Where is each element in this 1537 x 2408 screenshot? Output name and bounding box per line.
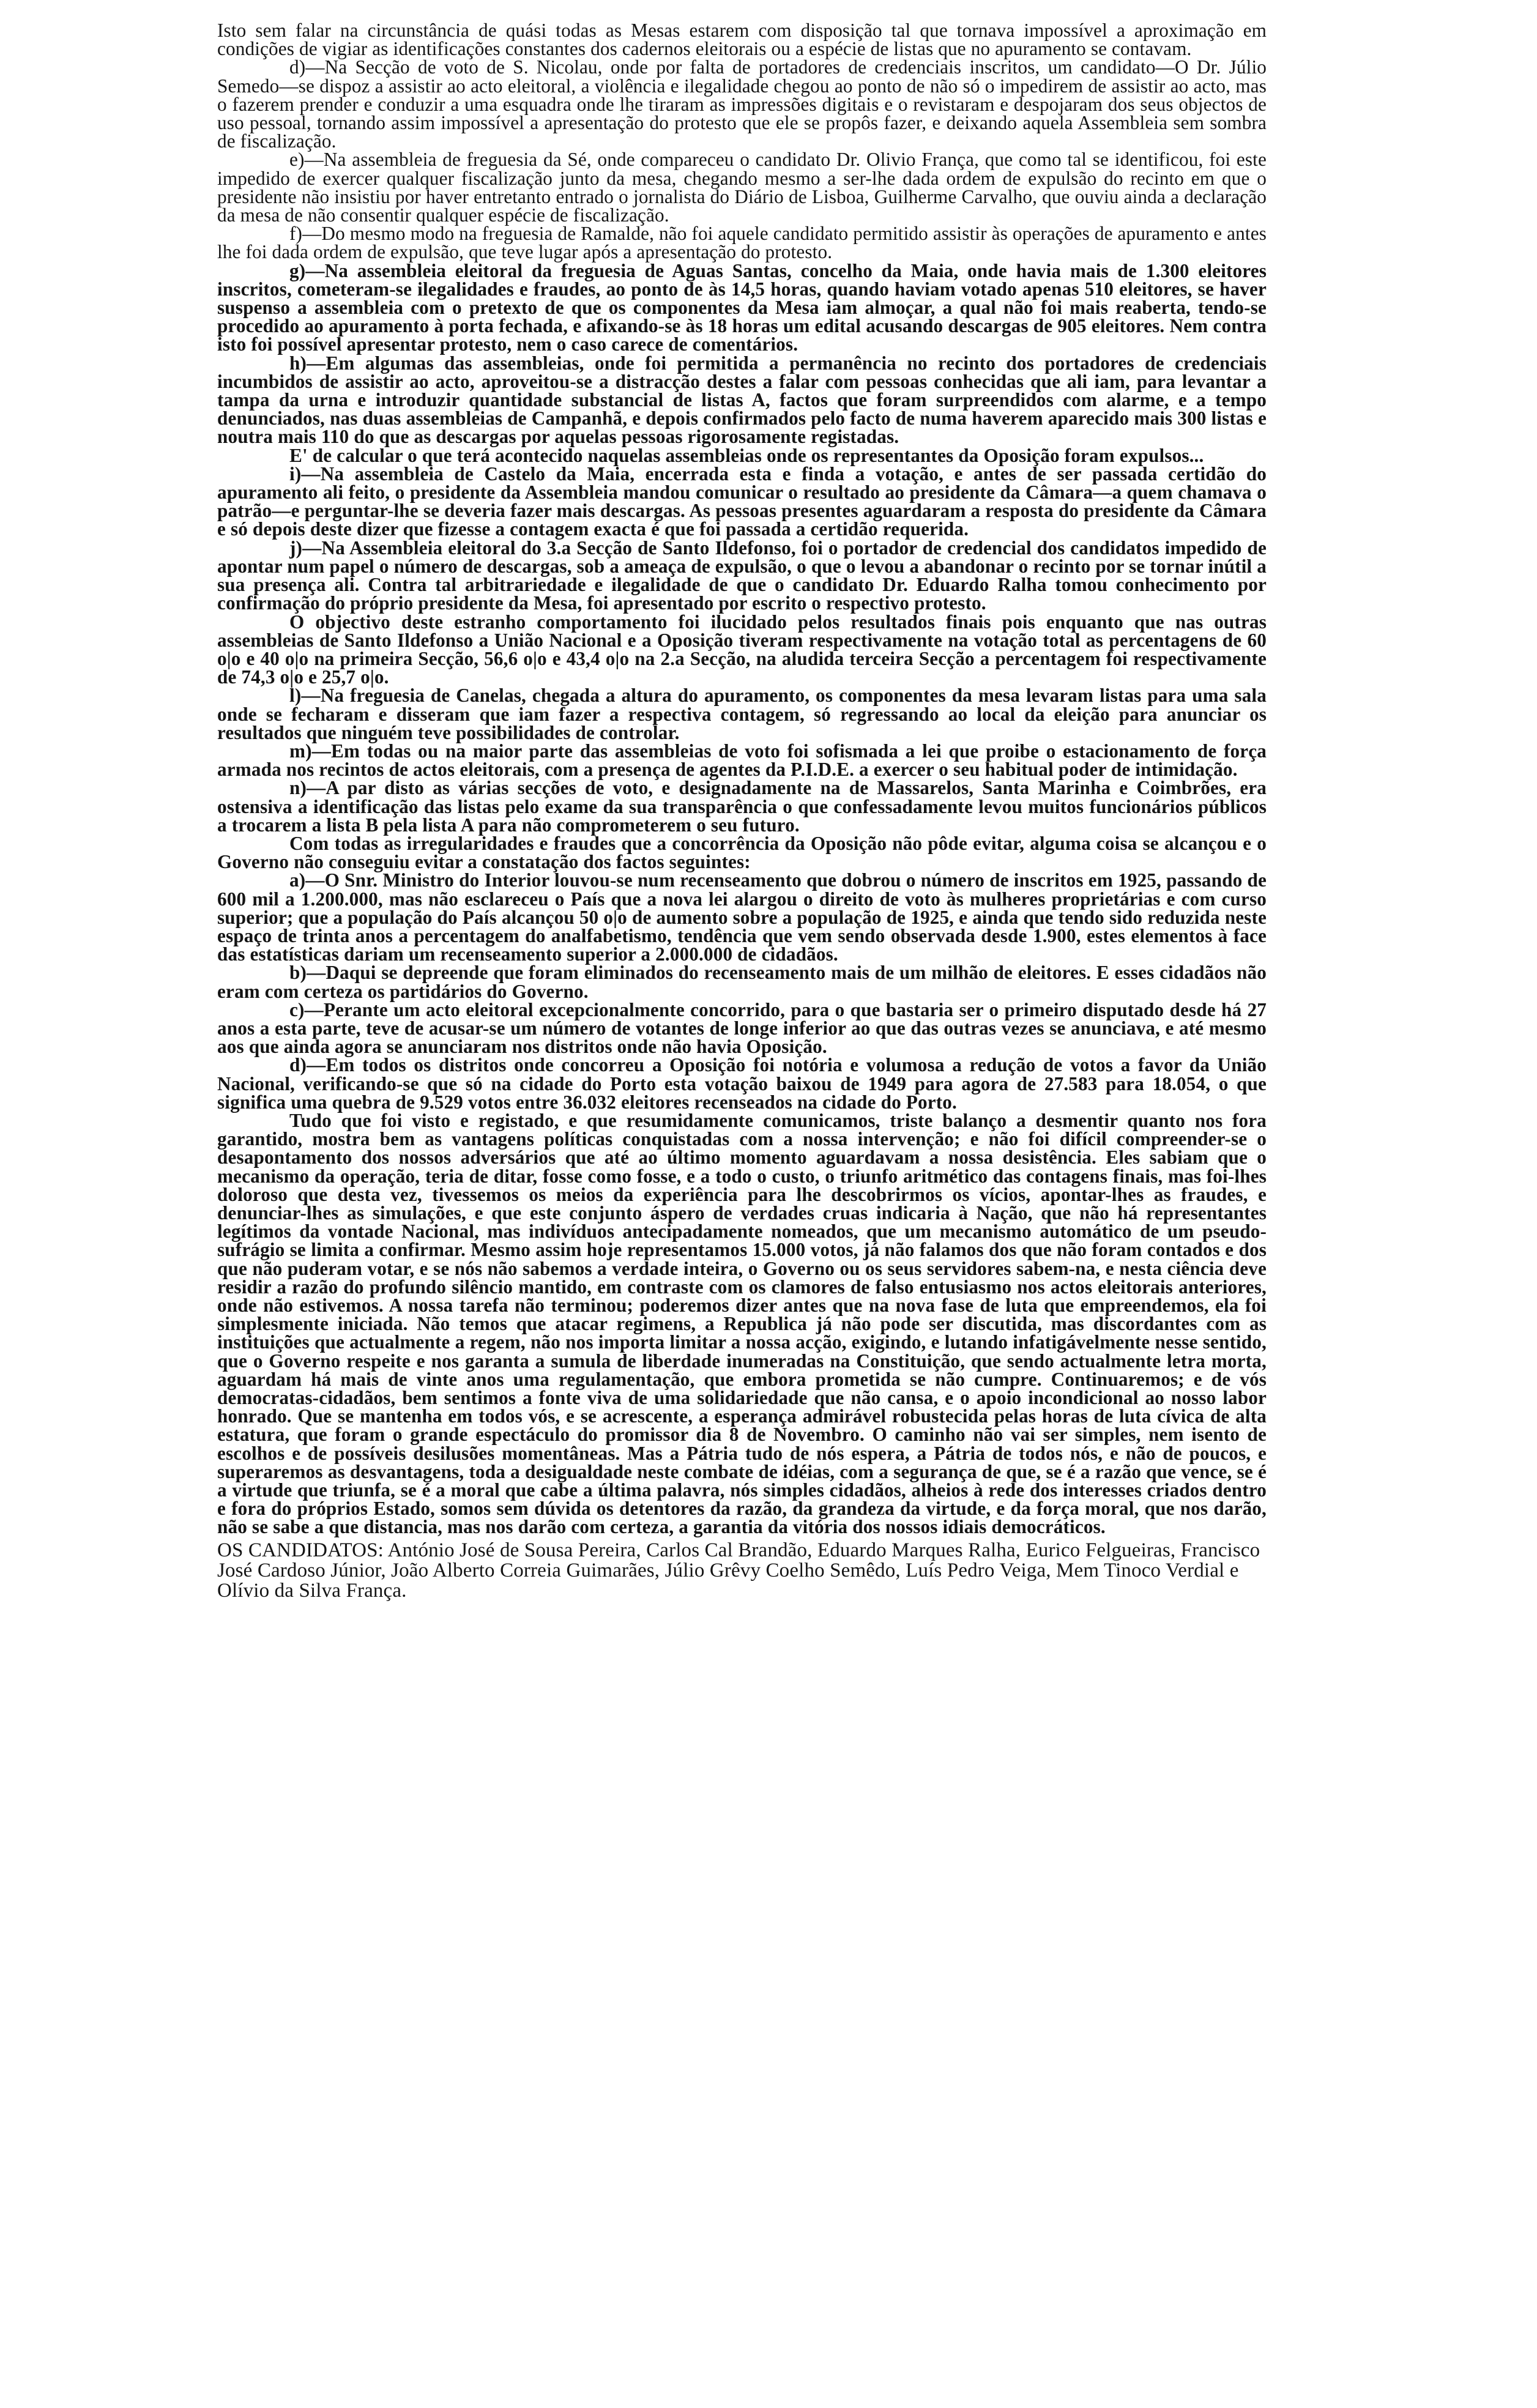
paragraph-g-aguas-santas: g)—Na assembleia eleitoral da freguesia de Aguas Santas, concelho da Maia, onde havia mais de 1.300 eleitores inscritos, cometeram-se ilegalidades e fraudes, ao ponto de às 14,5 horas, quando haviam votado apenas 510 eleitores, se haver suspenso a assembleia com o pretexto de que os componentes da Mesa iam almoçar, a qual não foi mais reaberta, tendo-se procedido ao apuramento à porta fechada, e afixando-se às 18 horas um edital acusando descargas de 905 eleitores. Nem contra isto foi possível apresentar protesto, nem o caso carece de comentários. [217,259,1267,355]
paragraph-j-santo-ildefonso: j)—Na Assembleia eleitoral do 3.a Secção de Santo Ildefonso, foi o portador de credencial dos candidatos impedido de apontar num papel o número de descargas, sob a ameaça de expulsão, o que o levou a abandonar o recinto por se tornar inútil a sua presença ali. Contra tal arbitrariedade e ilegalidade de que o candidato Dr. Eduardo Ralha tomou conhecimento por confirmação do próprio presidente da Mesa, foi apresentado por escrito o respectivo protesto. [217,537,1267,614]
paragraph-c-votantes: c)—Perante um acto eleitoral excepcionalmente concorrido, para o que bastaria ser o primeiro disputado desde há 27 anos a esta parte, teve de acusar-se um número de votantes de longe inferior ao que das outras vezes se anunciava, e até mesmo aos que ainda agora se anunciaram nos distritos onde não havia Oposição. [217,998,1267,1058]
candidates-names: António José de Sousa Pereira, Carlos Cal Brandão, Eduardo Marques Ralha, Eurico Felgueiras, Francisco José Cardoso Júnior, João Alberto Correia Guimarães, Júlio Grêvy Coelho Semêdo, Luís Pedro Veiga, Mem Tinoco Verdial e Olívio da Silva França. [217,1539,1260,1602]
paragraph-expulsos: E' de calcular o que terá acontecido naquelas assembleias onde os representantes da Oposição foram expulsos... [289,444,1204,466]
paragraph-conclusao: Tudo que foi visto e registado, e que resumidamente comunicamos, triste balanço a desmentir quanto nos fora garantido, mostra bem as vantagens políticas conquistadas com a nossa intervenção; e não foi difícil compreender-se o desapontamento dos nossos adversários que até ao último momento aguardavam a nossa desistência. Eles sabiam que o mecanismo da operação, teria de ditar, fosse como fosse, e a todo o custo, o triunfo aritmético das contagens finais, mas foi-lhes doloroso que desta vez, tivessemos os meios da experiência para lhe descobrirmos os vícios, apontar-lhes as fraudes, e denunciar-lhes as simulações, e que este conjunto áspero de verdades cruas indicaria à Nação, que não há representantes legítimos da vontade Nacional, mas indivíduos antecipadamente nomeados, que um mecanismo automático de um pseudo-sufrágio se limita a confirmar. Mesmo assim hoje representamos 15.000 votos, já não falamos dos que não foram contados e dos que não puderam votar, e se nós não sabemos a verdade inteira, o Governo ou os seus servidores sabem-na, e nesta ciência deve residir a razão do profundo silêncio mantido, em contraste com os clamores de falso entusiasmo nos actos eleitorais anteriores, onde não estivemos. A nossa tarefa não terminou; poderemos dizer antes que na nova fase de luta que empreendemos, ela foi simplesmente iniciada. Não temos que atacar regimens, a Republica já não pode ser discutida, mas discordantes com as instituições que actualmente a regem, não nos importa limitar a nossa acção, exigindo, e lutando infatigávelmente nesse sentido, que o Governo respeite e nos garanta a sumula de liberdade inumeradas na Constituição, que sendo actualmente letra morta, aguardam há mais de vinte anos uma regulamentação, que embora prometida se não cumpre. Continuaremos; e de vós democratas-cidadãos, bem sentimos a fonte viva de uma solidariedade que não cansa, e o apoio incondicional ao nosso labor honrado. Que se mantenha em todos vós, e se acrescente, a esperança admirável robustecida pelas horas de luta cívica de alta estatura, que foram o grande espectáculo do promissor dia 8 de Novembro. O caminho não vai ser simples, nem isento de escolhos e de possíveis desilusões momentâneas. Mas a Pátria tudo de nós espera, a Pátria de todos nós, e não de poucos, e superaremos as desvantagens, toda a desigualdade neste combate de idéias, com a segurança de que, se é a razão que vence, se é a virtude que triunfa, se é a moral que cabe a última palavra, nós simples cidadãos, alheios à rede dos interesses criados dentro e fora do próprios Estado, somos sem dúvida os detentores da razão, da grandeza da virtude, e da força moral, que nos darão, não se sabe a que distancia, mas nos darão com certeza, a garantia da vitória dos nossos idiais democráticos. [217,1109,1267,1538]
paragraph-n-massarelos: n)—A par disto as várias secções de voto, e designadamente na de Massarelos, Santa Marinha e Coimbrões, era ostensiva a identificação das listas pelo exame da sua transparência o que confessadamente levou muitos funcionários públicos a trocarem a lista B pela lista A para não comprometerem o seu futuro. [217,777,1267,836]
candidates-section [217,1540,1267,1601]
paragraph-objectivo: O objectivo deste estranho comportamento foi ilucidado pelos resultados finais pois enquanto que nas outras assembleias de Santo Ildefonso a União Nacional e a Oposição tiveram respectivamente na votação total as percentagens de 60 o|o e 40 o|o na primeira Secção, 56,6 o|o e 43,4 o|o na 2.a Secção, na aludida terceira Secção a percentagem foi respectivamente de 74,3 o|o e 25,7 o|o. [217,611,1267,688]
paragraph-m-pide: m)—Em todas ou na maior parte das assembleias de voto foi sofismada a lei que proibe o estacionamento de força armada nos recintos de actos eleitorais, com a presença de agentes da P.I.D.E. a exercer o seu habitual poder de intimidação. [217,740,1267,781]
paragraph-b-eliminados: b)—Daqui se depreende que foram eliminados do recenseamento mais de um milhão de eleitores. E esses cidadãos não eram com certeza os partidários do Governo. [217,962,1267,1002]
paragraph-d-sao-nicolau: d)—Na Secção de voto de S. Nicolau, onde por falta de portadores de credenciais inscritos, um candidato—O Dr. Júlio Semedo—se dispoz a assistir ao acto eleitoral, a violência e ilegalidade chegou ao ponto de não só o impedirem de assistir ao acto, mas o fazerem prender e conduzir a uma esquadra onde lhe tiraram as impressões digitais e o revistaram e despojaram dos seus objectos de uso pessoal, tornando assim impossível a apresentação do protesto que ele se propôs fazer, e deixando aquela Assembleia sem sombra de fiscalização. [217,56,1267,152]
paragraph-f-ramalde: f)—Do mesmo modo na freguesia de Ramalde, não foi aquele candidato permitido assistir às operações de apuramento e antes lhe foi dada ordem de expulsão, que teve lugar após a apresentação do protesto. [217,223,1267,263]
paragraph-irregularidades: Com todas as irregularidades e fraudes que a concorrência da Oposição não pôde evitar, alguma coisa se alcançou e o Governo não conseguiu evitar a constatação dos factos seguintes: [217,832,1267,873]
candidates-line [217,1540,1267,1601]
document-page [217,21,1267,1601]
paragraph-intro: Isto sem falar na circunstância de quási todas as Mesas estarem com disposição tal que tornava impossível a aproximação em condições de vigiar as identificações constantes dos cadernos eleitorais ou a espécie de listas que no apuramento se contavam. [217,20,1267,60]
paragraph-d-porto: d)—Em todos os distritos onde concorreu a Oposição foi notória e volumosa a redução de votos a favor da União Nacional, verificando-se que só na cidade do Porto esta votação baixou de 1949 para agora de 27.583 para 18.054, o que significa uma quebra de 9.529 votos entre 36.032 eleitores recenseados na cidade do Porto. [217,1054,1267,1113]
candidates-label: OS CANDIDATOS: [217,1539,384,1561]
paragraph-h-campanha: h)—Em algumas das assembleias, onde foi permitida a permanência no recinto dos portadores de credenciais incumbidos de assistir ao acto, aproveitou-se a distracção destes a falar com pessoas conhecidas que ali iam, para levantar a tampa da urna e introduzir quantidade substancial de listas A, factos que foram surpreendidos com alarme, e a tempo denunciados, nas duas assembleias de Campanhã, e depois confirmados pelo facto de numa haverem aparecido mais 300 listas e noutra mais 110 do que as descargas por aquelas pessoas rigorosamente registadas. [217,352,1267,448]
paragraph-i-castelo-da-maia: i)—Na assembleia de Castelo da Maia, encerrada esta e finda a votação, e antes de ser passada certidão do apuramento ali feito, o presidente da Assembleia mandou comunicar o resultado ao presidente da Câmara—a quem chamava o patrão—e perguntar-lhe se deveria fazer mais descargas. As pessoas presentes aguardaram a resposta do presidente da Câmara e só depois deste dizer que fizesse a contagem exacta é que foi passada a certidão requerida. [217,463,1267,540]
paragraph-a-recenseamento: a)—O Snr. Ministro do Interior louvou-se num recenseamento que dobrou o número de inscritos em 1925, passando de 600 mil a 1.200.000, mas não esclareceu o País que a nova lei alargou o direito de voto às mulheres proprietárias e com curso superior; que a população do País alcançou 50 o|o de aumento sobre a população de 1925, e ainda que tendo sido reduzida neste espaço de trinta anos a percentagem do analfabetismo, tendência que vem sendo observada desde 1.900, estes elementos à face das estatísticas dariam um recenseamento superior a 2.000.000 de cidadãos. [217,869,1267,965]
document-body [217,21,1267,1537]
paragraph-l-canelas: l)—Na freguesia de Canelas, chegada a altura do apuramento, os componentes da mesa levaram listas para uma sala onde se fecharam e disseram que iam fazer a respectiva contagem, só regressando ao local da eleição para anunciar os resultados que ninguém teve possibilidades de controlar. [217,685,1267,743]
paragraph-e-se: e)—Na assembleia de freguesia da Sé, onde compareceu o candidato Dr. Olivio França, que como tal se identificou, foi este impedido de exercer qualquer fiscalização junto da mesa, chegando mesmo a ser-lhe dada ordem de expulsão do recinto em que o presidente não insistiu por haver entretanto entrado o jornalista do Diário de Lisboa, Guilherme Carvalho, que ouviu ainda a declaração da mesa de não consentir qualquer espécie de fiscalização. [217,149,1267,226]
